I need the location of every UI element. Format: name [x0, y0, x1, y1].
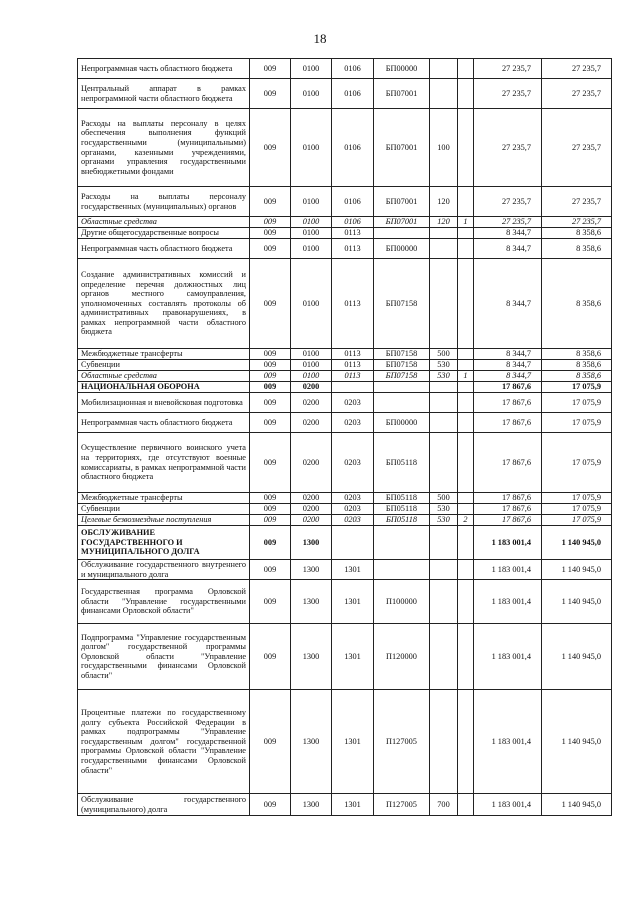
table-row: [78, 504, 612, 515]
row-name: Центральный аппарат в рамках непрограммной части областного бюджета: [78, 79, 250, 109]
amount-year-2: 1 140 945,0: [542, 624, 612, 690]
target-article-code: П127005: [374, 690, 430, 794]
expense-type-code: 120: [430, 217, 458, 228]
table-row: [78, 59, 612, 79]
funding-source-code: 1: [458, 371, 474, 382]
dept-code: 009: [250, 228, 291, 239]
expense-type-code: [430, 259, 458, 349]
table-row: [78, 228, 612, 239]
dept-code: 009: [250, 504, 291, 515]
section-code: 0200: [291, 433, 332, 493]
section-code: 0200: [291, 493, 332, 504]
table-row: [78, 109, 612, 187]
section-code: 1300: [291, 580, 332, 624]
row-name: Другие общегосударственные вопросы: [78, 228, 250, 239]
funding-source-code: [458, 382, 474, 393]
row-name: Государственная программа Орловской области "Управление государственными финансами Орловской области": [78, 580, 250, 624]
dept-code: 009: [250, 624, 291, 690]
section-code: 1300: [291, 560, 332, 580]
subsection-code: [332, 382, 374, 393]
table-row: [78, 526, 612, 560]
amount-year-2: 27 235,7: [542, 187, 612, 217]
amount-year-2: 8 358,6: [542, 259, 612, 349]
funding-source-code: 1: [458, 217, 474, 228]
expense-type-code: [430, 382, 458, 393]
expense-type-code: 530: [430, 360, 458, 371]
target-article-code: БП00000: [374, 413, 430, 433]
amount-year-2: 27 235,7: [542, 79, 612, 109]
funding-source-code: [458, 59, 474, 79]
expense-type-code: [430, 59, 458, 79]
amount-year-2: 8 358,6: [542, 239, 612, 259]
subsection-code: 0106: [332, 217, 374, 228]
amount-year-2: 17 075,9: [542, 493, 612, 504]
row-name: ОБСЛУЖИВАНИЕ ГОСУДАРСТВЕННОГО И МУНИЦИПАЛЬНОГО ДОЛГА: [78, 526, 250, 560]
table-row: [78, 580, 612, 624]
dept-code: 009: [250, 382, 291, 393]
amount-year-1: 27 235,7: [474, 187, 542, 217]
dept-code: 009: [250, 493, 291, 504]
dept-code: 009: [250, 526, 291, 560]
funding-source-code: [458, 349, 474, 360]
budget-table: [77, 58, 612, 816]
target-article-code: [374, 393, 430, 413]
target-article-code: БП07158: [374, 259, 430, 349]
table-row: [78, 393, 612, 413]
target-article-code: БП07001: [374, 109, 430, 187]
row-name: Областные средства: [78, 217, 250, 228]
target-article-code: П127005: [374, 794, 430, 816]
table-row: [78, 560, 612, 580]
amount-year-2: 17 075,9: [542, 393, 612, 413]
row-name: Субвенции: [78, 360, 250, 371]
amount-year-2: 8 358,6: [542, 349, 612, 360]
funding-source-code: [458, 393, 474, 413]
target-article-code: БП07001: [374, 187, 430, 217]
subsection-code: 0113: [332, 360, 374, 371]
amount-year-2: 1 140 945,0: [542, 690, 612, 794]
target-article-code: [374, 228, 430, 239]
dept-code: 009: [250, 371, 291, 382]
amount-year-1: 1 183 001,4: [474, 690, 542, 794]
section-code: 0200: [291, 504, 332, 515]
table-row: [78, 690, 612, 794]
expense-type-code: 120: [430, 187, 458, 217]
table-row: [78, 433, 612, 493]
section-code: 0100: [291, 259, 332, 349]
amount-year-2: 27 235,7: [542, 217, 612, 228]
funding-source-code: [458, 526, 474, 560]
expense-type-code: [430, 433, 458, 493]
target-article-code: БП07158: [374, 349, 430, 360]
amount-year-2: 8 358,6: [542, 228, 612, 239]
row-name: Подпрограмма "Управление государственным долгом" государственной программы Орловской области "Управление государственными финансами Орловской области": [78, 624, 250, 690]
section-code: 0100: [291, 79, 332, 109]
dept-code: 009: [250, 413, 291, 433]
amount-year-1: 17 867,6: [474, 493, 542, 504]
subsection-code: 0106: [332, 59, 374, 79]
subsection-code: [332, 526, 374, 560]
funding-source-code: [458, 433, 474, 493]
amount-year-1: 27 235,7: [474, 217, 542, 228]
amount-year-1: 8 344,7: [474, 259, 542, 349]
dept-code: 009: [250, 433, 291, 493]
amount-year-1: 8 344,7: [474, 349, 542, 360]
subsection-code: 0113: [332, 239, 374, 259]
amount-year-2: 1 140 945,0: [542, 560, 612, 580]
subsection-code: 0113: [332, 349, 374, 360]
table-row: [78, 217, 612, 228]
funding-source-code: [458, 580, 474, 624]
subsection-code: 0106: [332, 187, 374, 217]
amount-year-1: 17 867,6: [474, 413, 542, 433]
amount-year-1: 1 183 001,4: [474, 580, 542, 624]
expense-type-code: [430, 624, 458, 690]
table-row: [78, 187, 612, 217]
subsection-code: 1301: [332, 624, 374, 690]
expense-type-code: [430, 79, 458, 109]
section-code: 1300: [291, 624, 332, 690]
subsection-code: 0203: [332, 393, 374, 413]
target-article-code: П100000: [374, 580, 430, 624]
section-code: 0200: [291, 382, 332, 393]
subsection-code: 1301: [332, 580, 374, 624]
table-body: [78, 59, 612, 816]
dept-code: 009: [250, 393, 291, 413]
amount-year-1: 1 183 001,4: [474, 560, 542, 580]
page-number: 18: [313, 31, 327, 46]
table-row: [78, 259, 612, 349]
amount-year-1: 17 867,6: [474, 393, 542, 413]
table-row: [78, 794, 612, 816]
row-name: Обслуживание государственного внутреннего и муниципального долга: [78, 560, 250, 580]
table-row: [78, 349, 612, 360]
expense-type-code: [430, 393, 458, 413]
funding-source-code: [458, 413, 474, 433]
amount-year-2: 17 075,9: [542, 382, 612, 393]
amount-year-1: 27 235,7: [474, 59, 542, 79]
amount-year-1: 17 867,6: [474, 433, 542, 493]
section-code: 1300: [291, 526, 332, 560]
row-name: Обслуживание государственного (муниципального) долга: [78, 794, 250, 816]
amount-year-1: 8 344,7: [474, 239, 542, 259]
section-code: 1300: [291, 794, 332, 816]
expense-type-code: [430, 580, 458, 624]
target-article-code: БП00000: [374, 59, 430, 79]
target-article-code: БП07158: [374, 360, 430, 371]
dept-code: 009: [250, 360, 291, 371]
table-row: [78, 515, 612, 526]
amount-year-1: 17 867,6: [474, 515, 542, 526]
row-name: Создание административных комиссий и определение перечня должностных лиц органов местного самоуправления, уполномоченных составлять протоколы об административных правонарушениях, в рамках непрограммной части областного бюджета: [78, 259, 250, 349]
amount-year-1: 8 344,7: [474, 360, 542, 371]
row-name: Непрограммная часть областного бюджета: [78, 59, 250, 79]
amount-year-2: 1 140 945,0: [542, 794, 612, 816]
amount-year-1: 1 183 001,4: [474, 624, 542, 690]
subsection-code: 0203: [332, 493, 374, 504]
dept-code: 009: [250, 560, 291, 580]
subsection-code: 0203: [332, 515, 374, 526]
row-name: Процентные платежи по государственному долгу субъекта Российской Федерации в рамках подпрограммы "Управление государственным долгом" государственной программы Орловской области "Управление государственными финансами Орловской области": [78, 690, 250, 794]
expense-type-code: 700: [430, 794, 458, 816]
section-code: 0100: [291, 228, 332, 239]
dept-code: 009: [250, 79, 291, 109]
amount-year-2: 17 075,9: [542, 413, 612, 433]
row-name: Непрограммная часть областного бюджета: [78, 413, 250, 433]
row-name: Расходы на выплаты персоналу в целях обеспечения выполнения функций государственными (муниципальными) органами, казенными учреждениями, органами управления государственными внебюджетными фондами: [78, 109, 250, 187]
target-article-code: БП05118: [374, 433, 430, 493]
table-row: [78, 371, 612, 382]
dept-code: 009: [250, 690, 291, 794]
funding-source-code: [458, 187, 474, 217]
funding-source-code: [458, 228, 474, 239]
amount-year-1: 8 344,7: [474, 228, 542, 239]
funding-source-code: [458, 560, 474, 580]
row-name: Непрограммная часть областного бюджета: [78, 239, 250, 259]
amount-year-1: 1 183 001,4: [474, 794, 542, 816]
target-article-code: БП05118: [374, 515, 430, 526]
subsection-code: 0113: [332, 228, 374, 239]
amount-year-1: 8 344,7: [474, 371, 542, 382]
expense-type-code: [430, 560, 458, 580]
expense-type-code: 100: [430, 109, 458, 187]
dept-code: 009: [250, 217, 291, 228]
funding-source-code: 2: [458, 515, 474, 526]
amount-year-1: 27 235,7: [474, 79, 542, 109]
section-code: 0200: [291, 393, 332, 413]
subsection-code: 0203: [332, 413, 374, 433]
row-name: Межбюджетные трансферты: [78, 493, 250, 504]
subsection-code: 0106: [332, 79, 374, 109]
section-code: 0100: [291, 59, 332, 79]
table-row: [78, 79, 612, 109]
expense-type-code: 500: [430, 493, 458, 504]
expense-type-code: [430, 690, 458, 794]
table-row: [78, 493, 612, 504]
target-article-code: БП07158: [374, 371, 430, 382]
dept-code: 009: [250, 349, 291, 360]
dept-code: 009: [250, 187, 291, 217]
row-name: Областные средства: [78, 371, 250, 382]
expense-type-code: 530: [430, 504, 458, 515]
dept-code: 009: [250, 109, 291, 187]
row-name: НАЦИОНАЛЬНАЯ ОБОРОНА: [78, 382, 250, 393]
funding-source-code: [458, 493, 474, 504]
expense-type-code: 500: [430, 349, 458, 360]
subsection-code: 1301: [332, 690, 374, 794]
amount-year-2: 27 235,7: [542, 109, 612, 187]
funding-source-code: [458, 504, 474, 515]
expense-type-code: [430, 228, 458, 239]
funding-source-code: [458, 624, 474, 690]
section-code: 0100: [291, 109, 332, 187]
funding-source-code: [458, 259, 474, 349]
row-name: Осуществление первичного воинского учета на территориях, где отсутствуют военные комиссариаты, в рамках непрограммной части областного бюджета: [78, 433, 250, 493]
amount-year-2: 1 140 945,0: [542, 526, 612, 560]
amount-year-1: 1 183 001,4: [474, 526, 542, 560]
subsection-code: 0106: [332, 109, 374, 187]
table-row: [78, 624, 612, 690]
amount-year-1: 17 867,6: [474, 504, 542, 515]
target-article-code: П120000: [374, 624, 430, 690]
table-row: [78, 413, 612, 433]
subsection-code: 0203: [332, 504, 374, 515]
section-code: 0100: [291, 239, 332, 259]
target-article-code: БП05118: [374, 493, 430, 504]
target-article-code: БП07001: [374, 217, 430, 228]
subsection-code: 0113: [332, 371, 374, 382]
amount-year-2: 17 075,9: [542, 515, 612, 526]
funding-source-code: [458, 794, 474, 816]
target-article-code: [374, 526, 430, 560]
amount-year-2: 17 075,9: [542, 504, 612, 515]
section-code: 0100: [291, 349, 332, 360]
expense-type-code: 530: [430, 371, 458, 382]
dept-code: 009: [250, 515, 291, 526]
expense-type-code: [430, 413, 458, 433]
amount-year-2: 8 358,6: [542, 360, 612, 371]
section-code: 0100: [291, 187, 332, 217]
row-name: Межбюджетные трансферты: [78, 349, 250, 360]
row-name: Мобилизационная и вневойсковая подготовка: [78, 393, 250, 413]
amount-year-2: 8 358,6: [542, 371, 612, 382]
section-code: 0100: [291, 217, 332, 228]
subsection-code: 0113: [332, 259, 374, 349]
target-article-code: БП00000: [374, 239, 430, 259]
dept-code: 009: [250, 259, 291, 349]
dept-code: 009: [250, 239, 291, 259]
subsection-code: 0203: [332, 433, 374, 493]
subsection-code: 1301: [332, 560, 374, 580]
dept-code: 009: [250, 580, 291, 624]
funding-source-code: [458, 79, 474, 109]
funding-source-code: [458, 360, 474, 371]
dept-code: 009: [250, 794, 291, 816]
target-article-code: [374, 382, 430, 393]
row-name: Целевые безвозмездные поступления: [78, 515, 250, 526]
amount-year-1: 17 867,6: [474, 382, 542, 393]
section-code: 0200: [291, 413, 332, 433]
subsection-code: 1301: [332, 794, 374, 816]
section-code: 0200: [291, 515, 332, 526]
amount-year-2: 1 140 945,0: [542, 580, 612, 624]
section-code: 0100: [291, 360, 332, 371]
funding-source-code: [458, 690, 474, 794]
amount-year-2: 27 235,7: [542, 59, 612, 79]
section-code: 1300: [291, 690, 332, 794]
table-row: [78, 360, 612, 371]
table-row: [78, 382, 612, 393]
dept-code: 009: [250, 59, 291, 79]
target-article-code: БП07001: [374, 79, 430, 109]
target-article-code: [374, 560, 430, 580]
expense-type-code: [430, 239, 458, 259]
funding-source-code: [458, 109, 474, 187]
table-row: [78, 239, 612, 259]
amount-year-1: 27 235,7: [474, 109, 542, 187]
target-article-code: БП05118: [374, 504, 430, 515]
section-code: 0100: [291, 371, 332, 382]
row-name: Расходы на выплаты персоналу государственных (муниципальных) органов: [78, 187, 250, 217]
amount-year-2: 17 075,9: [542, 433, 612, 493]
funding-source-code: [458, 239, 474, 259]
expense-type-code: [430, 526, 458, 560]
row-name: Субвенции: [78, 504, 250, 515]
expense-type-code: 530: [430, 515, 458, 526]
